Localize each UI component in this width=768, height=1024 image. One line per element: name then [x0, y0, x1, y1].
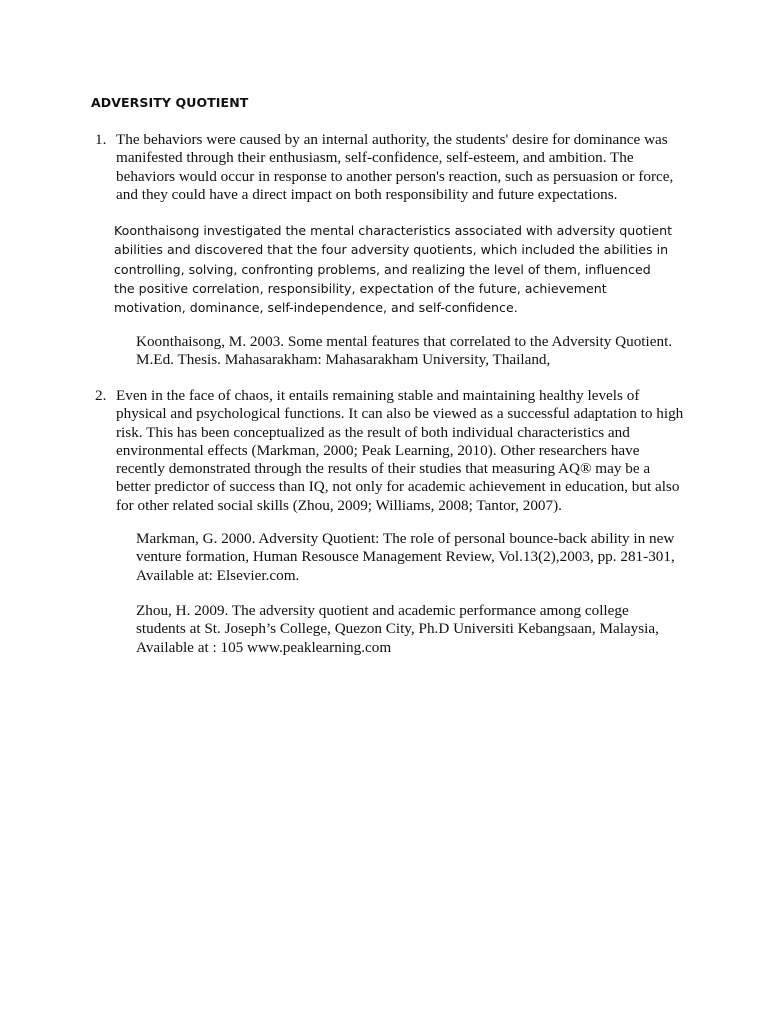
reference-zhou: Zhou, H. 2009. The adversity quotient and academic performance among college students at St. Joseph’s College, Quezon City, Ph.D Universiti Kebangsaan, Malaysia, Available at : 105 www.peaklearning.com — [136, 602, 659, 656]
list-item-number: 1. — [95, 131, 107, 148]
list-item-2 — [95, 387, 685, 515]
list-item-text: The behaviors were caused by an internal authority, the students' desire for dominance was manifested through their enthusiasm, self-confidence, self-esteem, and ambition. The behaviors would occur in response to another person's reaction, such as persuasion or force, and they could have a direct impact on both responsibility and future expectations. — [116, 131, 674, 203]
reference-koonthaisong: Koonthaisong, M. 2003. Some mental features that correlated to the Adversity Quotient. M.Ed. Thesis. Mahasarakham: Mahasarakham University, Thailand, — [136, 333, 673, 369]
document-title: ADVERSITY QUOTIENT — [91, 95, 249, 110]
list-item-1 — [95, 131, 685, 204]
list-item-number: 2. — [95, 387, 107, 404]
reference-markman: Markman, G. 2000. Adversity Quotient: The role of personal bounce-back ability in new venture formation, Human Resousce Management Review, Vol.13(2),2003, pp. 281-301, Available at: Elsevier.com. — [136, 530, 675, 584]
koonthaisong-paragraph: Koonthaisong investigated the mental characteristics associated with adversity quotient abilities and discovered that the four adversity quotients, which included the abilities in controlling, solving, confronting problems, and realizing the level of them, influenced the positive correlation, responsibility, expectation of the future, achievement motivation, dominance, self-independence, and self-confidence. — [114, 223, 673, 316]
list-item-text: Even in the face of chaos, it entails remaining stable and maintaining healthy levels of physical and psychological functions. It can also be viewed as a successful adaptation to high risk. This has been conceptualized as the result of both individual characteristics and environmental effects (Markman, 2000; Peak Learning, 2010). Other researchers have recently demonstrated through the results of their studies that measuring AQ® may be a better predictor of success than IQ, not only for academic achievement in education, but also for other related social skills (Zhou, 2009; Williams, 2008; Tantor, 2007). — [116, 387, 684, 514]
